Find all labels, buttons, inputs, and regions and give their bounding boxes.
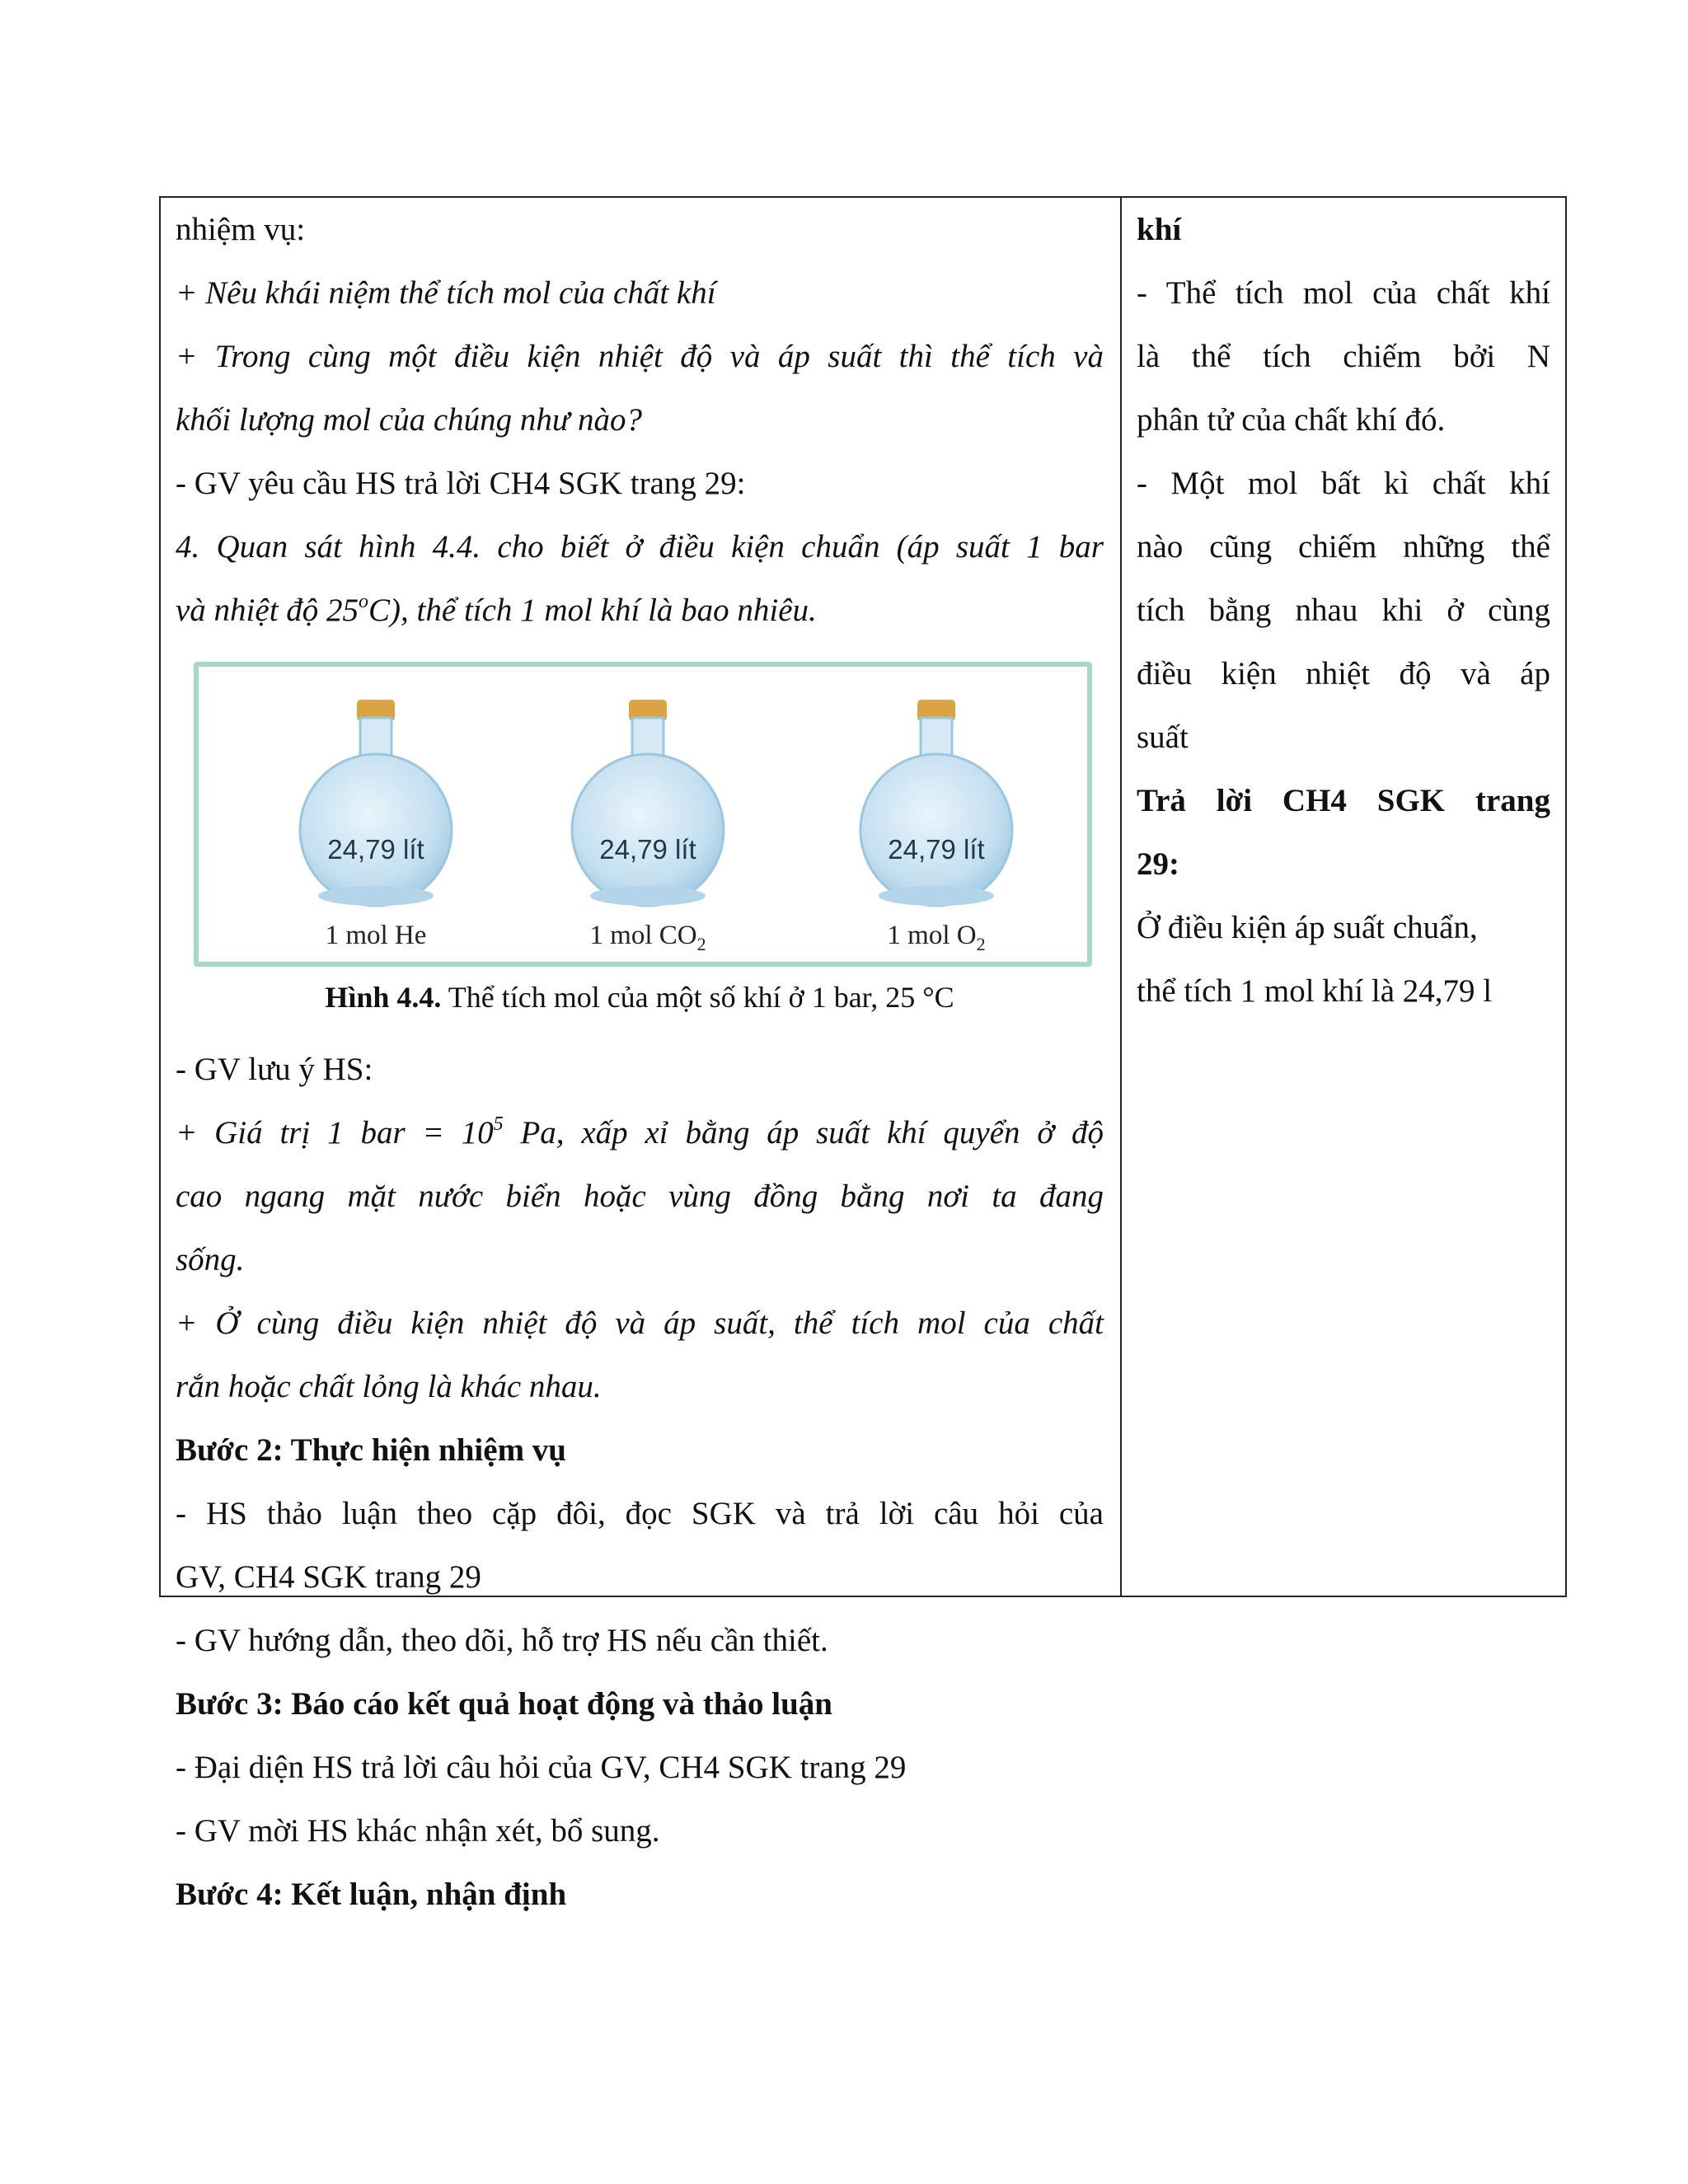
flask-icon [289,698,462,912]
text-line: - Một mol bất kì chất khí [1137,466,1550,501]
text-line: điều kiện nhiệt độ và áp [1137,656,1550,691]
text-line: khí [1137,212,1182,247]
step-heading: Bước 2: Thực hiện nhiệm vụ [176,1432,566,1468]
flask-volume-label: 24,79 lít [327,834,424,865]
text-line: - Thể tích mol của chất khí [1137,275,1550,311]
text-line: là thể tích chiếm bởi N [1137,339,1550,374]
text-line: khối lượng mol của chúng như nào? [176,402,642,438]
flask-gas-label: 1 mol $O_2$ [887,921,986,954]
lesson-table [159,196,1567,1912]
flask-gas-label: 1 mol He [325,921,427,950]
text-line: - GV mời HS khác nhận xét, bổ sung. [176,1813,660,1849]
text-line: + Trong cùng một điều kiện nhiệt độ và áp suất thì thể tích và [176,339,1104,374]
text-line: + Ở cùng điều kiện nhiệt độ và áp suất, thể tích mol của chất [176,1305,1104,1341]
step-heading: Bước 4: Kết luận, nhận định [176,1877,567,1912]
text-line: thể tích 1 mol khí là 24,79 l [1137,973,1493,1009]
expected-result-column [1122,198,1565,1596]
text-line: 4. Quan sát hình 4.4. cho biết ở điều kiện chuẩn (áp suất 1 bar [176,529,1104,565]
text-line: + Giá trị 1 bar = $10^5$ Pa, xấp xỉ bằng áp suất khí quyển ở độ [176,1113,1104,1151]
figure-4-4 [176,642,1104,1038]
text-line: nhiệm vụ: [176,212,306,247]
text-line: - Đại diện HS trả lời câu hỏi của GV, CH4 SGK trang 29 [176,1750,907,1785]
text-line: phân tử của chất khí đó. [1137,402,1446,438]
text-line: suất [1137,719,1189,755]
teacher-activity-column [161,198,1122,1912]
text-line: tích bằng nhau khi ở cùng [1137,593,1550,628]
step-heading: Bước 3: Báo cáo kết quả hoạt động và thảo luận [176,1686,832,1722]
text-line: GV, CH4 SGK trang 29 [176,1559,481,1595]
text-line: sống. [176,1242,245,1277]
text-line: - GV lưu ý HS: [176,1052,373,1087]
figure-frame [194,662,1092,967]
flask-gas-label: 1 mol $CO_2$ [589,921,706,954]
answer-heading: Trả lời CH4 SGK trang [1137,783,1550,818]
flask-icon [561,698,734,912]
text-line: và nhiệt độ 25$^o$C), thể tích 1 mol khí là bao nhiêu. [176,591,817,628]
text-line: Ở điều kiện áp suất chuẩn, [1137,910,1478,945]
flask-icon [850,698,1023,912]
text-line: nào cũng chiếm những thể [1137,529,1550,565]
flask-volume-label: 24,79 lít [599,834,696,865]
text-line: - GV hướng dẫn, theo dõi, hỗ trợ HS nếu cần thiết. [176,1623,828,1658]
figure-caption: Hình 4.4. Thể tích mol của một số khí ở 1 bar, 25 °C [325,981,954,1014]
text-line: - GV yêu cầu HS trả lời CH4 SGK trang 29: [176,466,746,501]
text-line: cao ngang mặt nước biển hoặc vùng đồng bằng nơi ta đang [176,1179,1104,1214]
answer-heading: 29: [1137,846,1179,882]
text-line: - HS thảo luận theo cặp đôi, đọc SGK và trả lời câu hỏi của [176,1496,1104,1531]
flask-volume-label: 24,79 lít [888,834,985,865]
text-line: rắn hoặc chất lỏng là khác nhau. [176,1369,602,1404]
text-line: + Nêu khái niệm thể tích mol của chất khí [176,275,716,311]
